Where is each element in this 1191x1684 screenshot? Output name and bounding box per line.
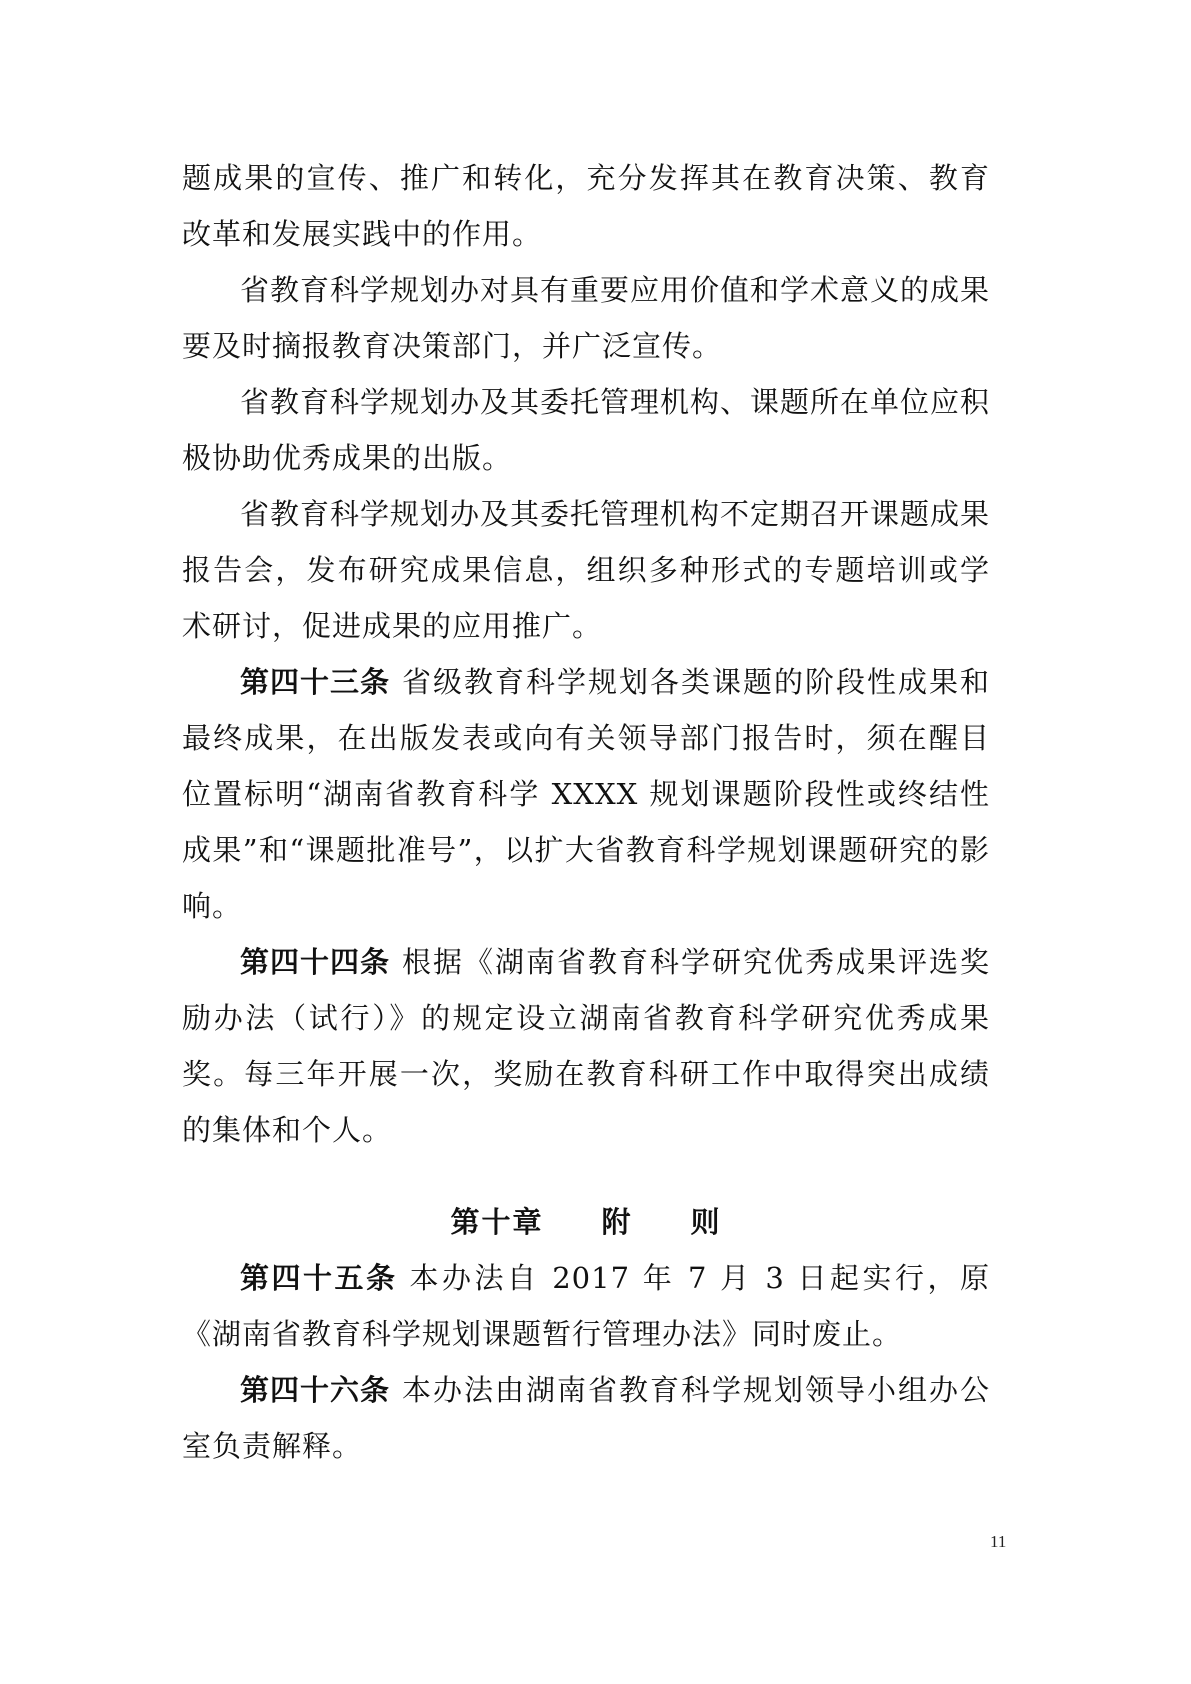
page-number: 11 — [990, 1532, 1007, 1551]
article-46-text: 本办法由湖南省教育科学规划领导小组办公室负责解释。 — [182, 1373, 990, 1463]
paragraph-report-meetings: 省教育科学规划办及其委托管理机构不定期召开课题成果报告会，发布研究成果信息，组织多种形式的专题培训或学术研讨，促进成果的应用推广。 — [182, 497, 991, 643]
article-46 — [182, 1362, 990, 1474]
article-43 — [182, 654, 990, 934]
document-body — [182, 150, 990, 1474]
article-44-label: 第四十四条 — [240, 945, 390, 979]
article-45 — [182, 1250, 990, 1362]
article-45-label: 第四十五条 — [240, 1261, 398, 1295]
paragraph-report-to-departments: 省教育科学规划办对具有重要应用价值和学术意义的成果要及时摘报教育决策部门，并广泛宣传。 — [182, 273, 991, 363]
paragraph-publication-assist: 省教育科学规划办及其委托管理机构、课题所在单位应积极协助优秀成果的出版。 — [182, 385, 991, 475]
paragraph-continued: 题成果的宣传、推广和转化，充分发挥其在教育决策、教育改革和发展实践中的作用。 — [182, 161, 990, 251]
article-44 — [182, 934, 990, 1158]
chapter-title-part2: 则 — [690, 1205, 722, 1239]
article-43-label: 第四十三条 — [240, 665, 390, 699]
chapter-number: 第十章 — [450, 1205, 544, 1239]
article-46-label: 第四十六条 — [240, 1373, 390, 1407]
chapter-heading — [182, 1194, 990, 1250]
article-43-text: 省级教育科学规划各类课题的阶段性成果和最终成果，在出版发表或向有关领导部门报告时，须在醒目位置标明“湖南省教育科学 XXXX 规划课题阶段性或终结性成果”和“课题批准号”，以扩大省教育科学规划课题研究的影响。 — [182, 665, 990, 923]
article-44-text: 根据《湖南省教育科学研究优秀成果评选奖励办法（试行）》的规定设立湖南省教育科学研究优秀成果奖。每三年开展一次，奖励在教育科研工作中取得突出成绩的集体和个人。 — [182, 945, 990, 1147]
article-45-text: 本办法自 2017 年 7 月 3 日起实行，原《湖南省教育科学规划课题暂行管理办法》同时废止。 — [182, 1261, 990, 1351]
chapter-title-part1: 附 — [601, 1205, 633, 1239]
